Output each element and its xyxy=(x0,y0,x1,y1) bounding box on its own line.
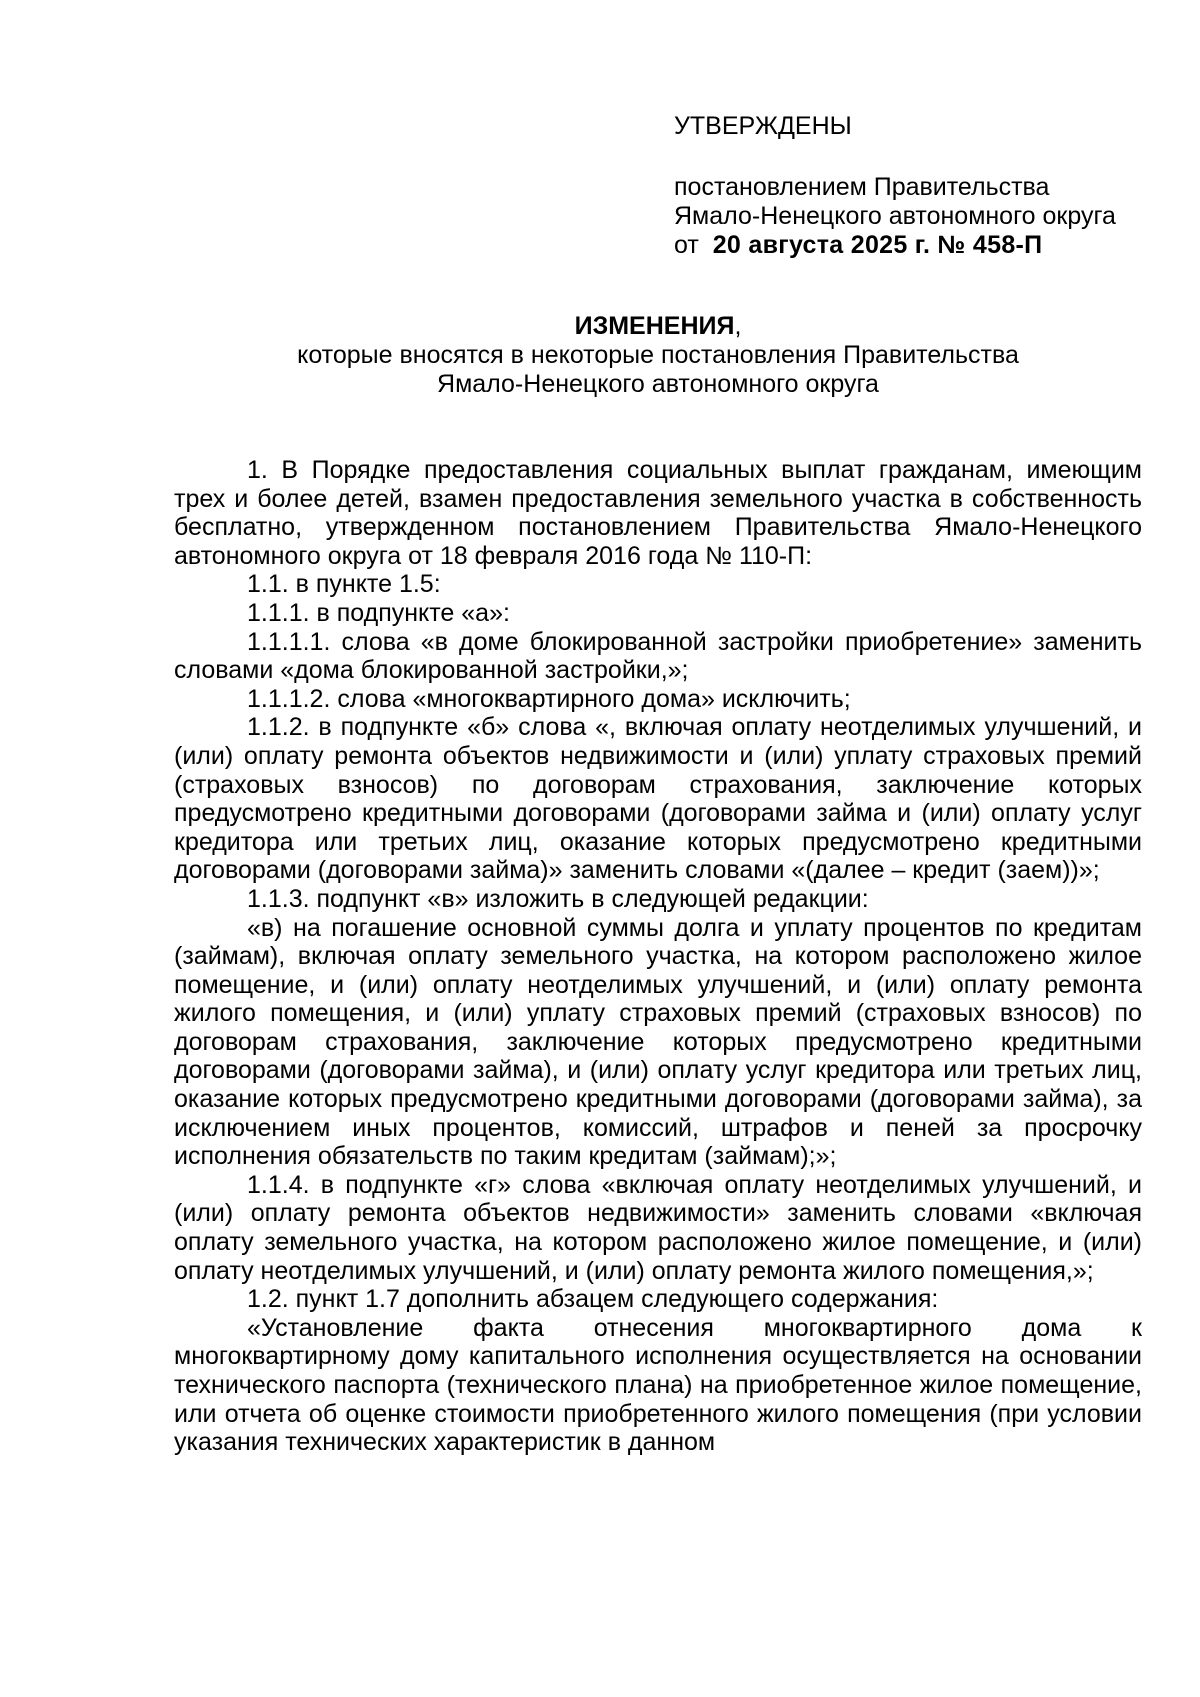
approval-line-2: Ямало-Ненецкого автономного округа xyxy=(674,202,1116,230)
heading-title: ИЗМЕНЕНИЯ xyxy=(574,312,735,340)
paragraph-new-abzac: «Установление факта отнесения многоквартирного дома к многоквартирному дому капитального исполнения осуществляется на основании технического паспорта (технического плана) на приобретенное жилое помещение, или отчета об оценке стоимости приобретенного жилого помещения (при условии указания технических характеристик в данном xyxy=(174,1313,1142,1457)
paragraph-subpoint-v: «в) на погашение основной суммы долга и уплату процентов по кредитам (займам), включая оплату земельного участка, на котором расположено жилое помещение, и (или) оплату неотделимых улучшений, и (или) оплату ремонта жилого помещения, и (или) уплату страховых премий (страховых взносов) по договорам страхования, заключение которых предусмотрено кредитными договорами (договорами займа), и (или) оплату услуг кредитора или третьих лиц, оказание которых предусмотрено кредитными договорами (договорами займа), за исключением иных процентов, комиссий, штрафов и пеней за просрочку исполнения обязательств по таким кредитам (займам);»; xyxy=(174,913,1142,1171)
approval-date-prefix: от xyxy=(674,231,699,259)
heading-line-1: которые вносятся в некоторые постановления Правительства xyxy=(297,341,1019,369)
approval-line-1: постановлением Правительства xyxy=(674,173,1050,201)
approval-date-line xyxy=(674,231,1174,260)
document-heading xyxy=(174,312,1142,399)
document-body xyxy=(174,456,1142,1457)
approval-block xyxy=(674,112,1174,260)
heading-title-suffix: , xyxy=(734,312,742,340)
paragraph-1-2: 1.2. пункт 1.7 дополнить абзацем следующего содержания: xyxy=(247,1285,939,1314)
paragraph-1-1-3: 1.1.3. подпункт «в» изложить в следующей редакции: xyxy=(247,884,869,913)
heading-line-2: Ямало-Ненецкого автономного округа xyxy=(437,370,879,398)
paragraph-1-1-4: 1.1.4. в подпункте «г» слова «включая оплату неотделимых улучшений, и (или) оплату ремонта объектов недвижимости» заменить словами «включая оплату земельного участка, на котором расположено жилое помещение, и (или) оплату неотделимых улучшений, и (или) оплату ремонта жилого помещения,»; xyxy=(174,1170,1142,1285)
heading-title-line xyxy=(174,312,1142,341)
approval-word: УТВЕРЖДЕНЫ xyxy=(674,112,852,140)
paragraph-1-1-1: 1.1.1. в подпункте «а»: xyxy=(247,598,510,627)
paragraph-1-1-2: 1.1.2. в подпункте «б» слова «, включая оплату неотделимых улучшений, и (или) оплату ремонта объектов недвижимости и (или) уплату страховых премий (страховых взносов) по договорам страхования, заключение которых предусмотрено кредитными договорами (договорами займа и (или) оплату услуг кредитора или третьих лиц, оказание которых предусмотрено кредитными договорами (договорами займа)» заменить словами «(далее – кредит (заем))»; xyxy=(174,713,1142,885)
paragraph-1-1-1-1: 1.1.1.1. слова «в доме блокированной застройки приобретение» заменить словами «дома блокированной застройки,»; xyxy=(174,627,1142,685)
paragraph-1-1: 1.1. в пункте 1.5: xyxy=(247,570,441,599)
approval-date-value: 20 августа 2025 г. № 458-П xyxy=(712,231,1043,259)
paragraph-1-1-1-2: 1.1.1.2. слова «многоквартирного дома» исключить; xyxy=(247,684,851,713)
paragraph-1: 1. В Порядке предоставления социальных выплат гражданам, имеющим трех и более детей, взамен предоставления земельного участка в собственность бесплатно, утвержденном постановлением Правительства Ямало-Ненецкого автономного округа от 18 февраля 2016 года № 110-П: xyxy=(174,456,1142,570)
